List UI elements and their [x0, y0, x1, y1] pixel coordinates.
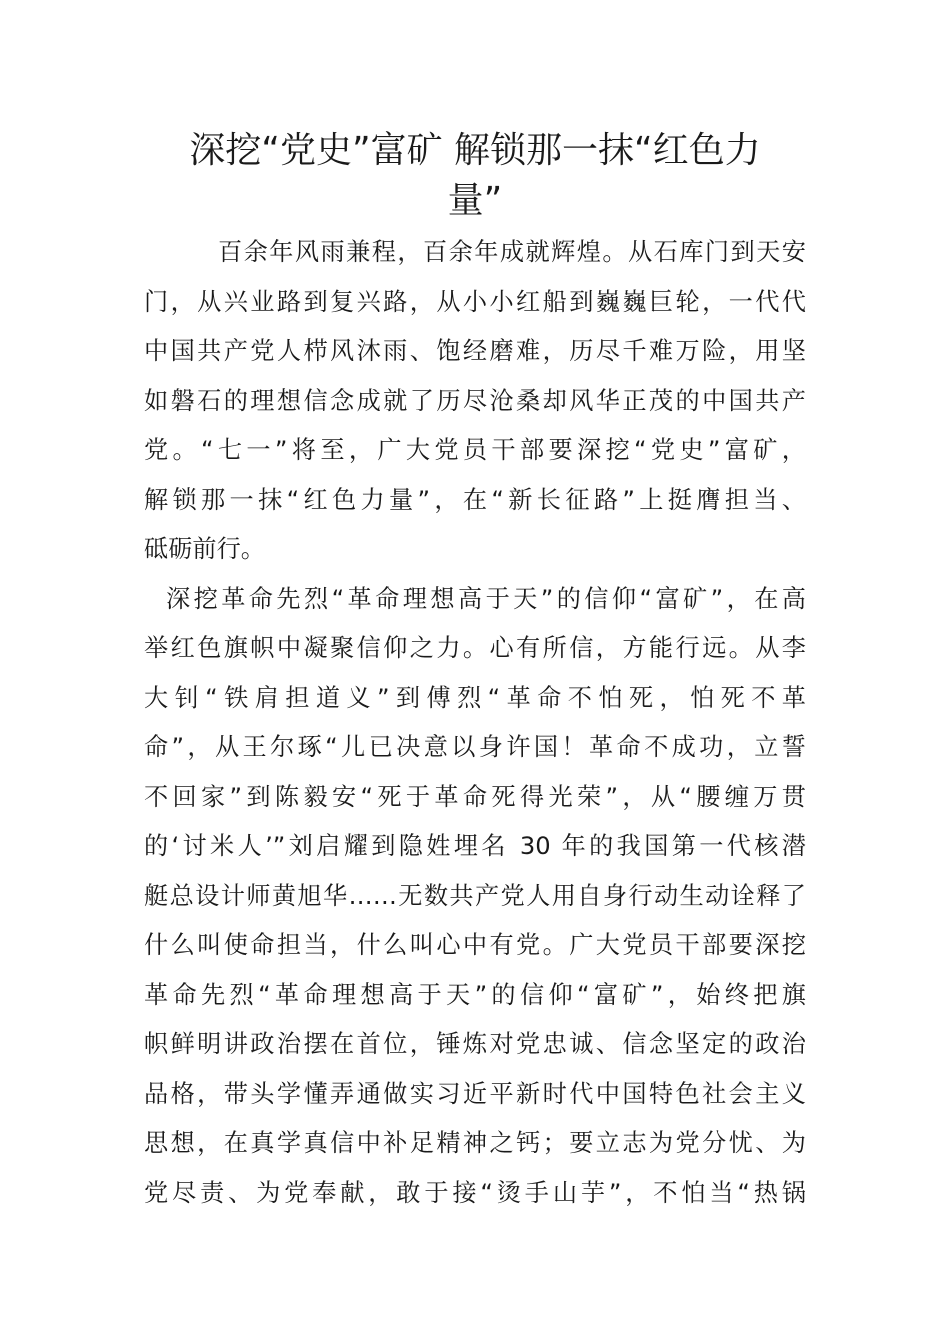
- text-line: 百余年风雨兼程，百余年成就辉煌。从石库门到天安: [218, 238, 806, 266]
- text-line: 革命先烈“革命理想高于天”的信仰“富矿”，始终把旗: [144, 980, 806, 1009]
- paragraph-2: [144, 575, 806, 1219]
- text-line: 不回家”到陈毅安“死于革命死得光荣”，从“腰缠万贯: [144, 782, 806, 811]
- text-line: 门，从兴业路到复兴路，从小小红船到巍巍巨轮，一代代: [144, 287, 806, 316]
- text-line: 艇总设计师黄旭华……无数共产党人用自身行动生动诠释了: [144, 881, 806, 910]
- text-line: 命”，从王尔琢“儿已决意以身许国！革命不成功，立誓: [144, 733, 806, 761]
- text-line: 品格，带头学懂弄通做实习近平新时代中国特色社会主义: [144, 1079, 806, 1108]
- document-title: [150, 126, 800, 226]
- text-line: 党。“七一”将至，广大党员干部要深挖“党史”富矿，: [144, 436, 806, 464]
- text-line: 党尽责、为党奉献，敢于接“烫手山芋”，不怕当“热锅: [144, 1178, 806, 1207]
- title-line-2: 量”: [447, 180, 503, 221]
- text-line: 深挖革命先烈“革命理想高于天”的信仰“富矿”，在高: [166, 584, 806, 613]
- text-line: 中国共产党人栉风沐雨、饱经磨难，历尽千难万险，用坚: [144, 337, 806, 365]
- document-body: [144, 228, 806, 1218]
- title-line-1: 深挖“党史”富矿 解锁那一抹“红色力: [189, 130, 761, 171]
- text-line: 举红色旗帜中凝聚信仰之力。心有所信，方能行远。从李: [144, 634, 806, 662]
- text-line: 的‘讨米人’”刘启耀到隐姓埋名 30 年的我国第一代核潜: [144, 832, 806, 860]
- text-line: 大钊“铁肩担道义”到傅烈“革命不怕死，怕死不革: [144, 683, 806, 712]
- text-line: 解锁那一抹“红色力量”，在“新长征路”上挺膺担当、: [144, 485, 806, 514]
- text-line: 砥砺前行。: [144, 535, 265, 563]
- text-line: 如磐石的理想信念成就了历尽沧桑却风华正茂的中国共产: [144, 386, 806, 415]
- text-line: 什么叫使命担当，什么叫心中有党。广大党员干部要深挖: [144, 931, 806, 959]
- paragraph-1: [144, 228, 806, 575]
- text-line: 思想，在真学真信中补足精神之钙；要立志为党分忧、为: [144, 1129, 806, 1157]
- text-line: 帜鲜明讲政治摆在首位，锤炼对党忠诚、信念坚定的政治: [144, 1030, 806, 1058]
